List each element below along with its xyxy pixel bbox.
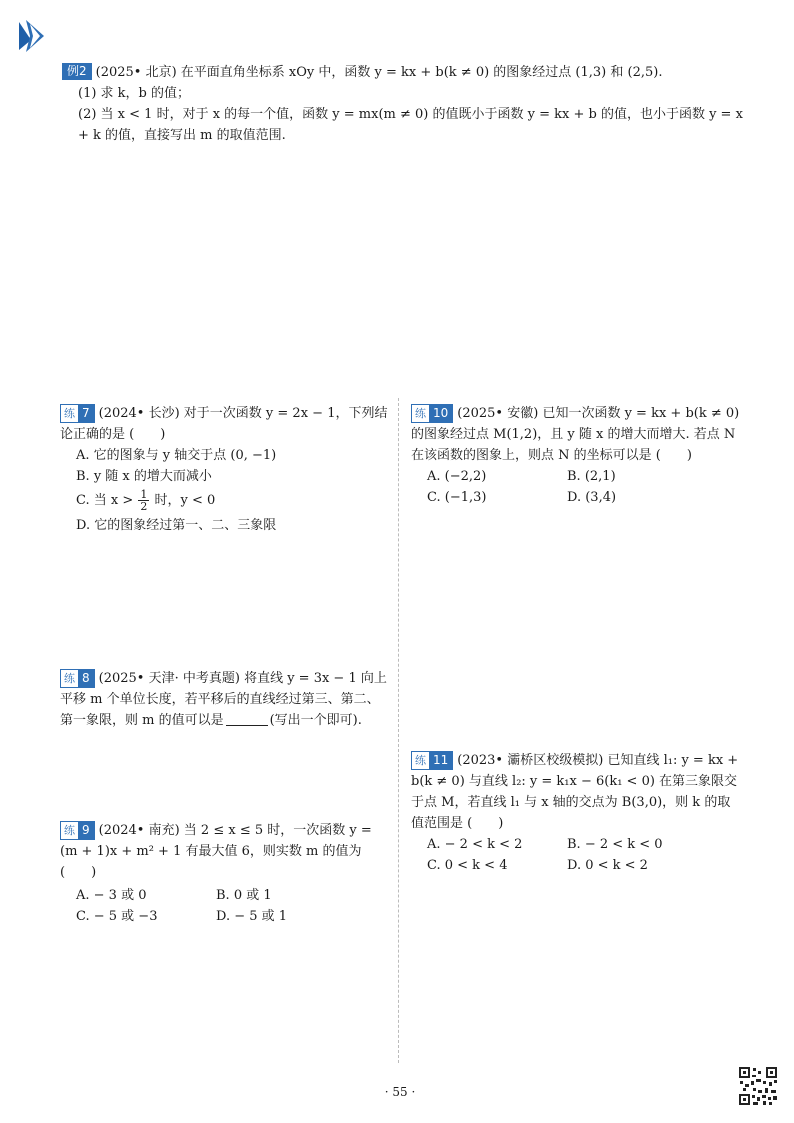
practice-tag: 练 9: [60, 821, 95, 840]
problem-11: [411, 750, 741, 876]
option-d: D. 0 < k < 2: [567, 858, 648, 873]
option-c: C. 当 x > $\frac{1}{2}$ 时，y < 0: [76, 488, 216, 513]
example-tag: 例2: [62, 63, 92, 80]
option-c: C. − 5 或 −3: [76, 909, 158, 924]
example-question-2: (2) 当 x < 1 时，对于 x 的每一个值，函数 y = mx(m ≠ 0) 的值既小于函数 y = kx + b 的值，也小于函数 y = x + k 的值，直接写出 m 的取值范围.: [78, 107, 743, 143]
option-a: A. 它的图象与 y 轴交于点 (0, −1): [76, 448, 277, 463]
practice-tag: 练 11: [411, 751, 453, 770]
option-c: C. (−1,3): [427, 490, 487, 505]
publisher-logo-icon: [16, 18, 46, 54]
option-b: B. (2,1): [567, 469, 616, 484]
practice-tag: 练 10: [411, 404, 453, 423]
column-divider: [398, 398, 399, 1063]
answer-blank[interactable]: [226, 712, 268, 726]
problem-stem: (2024• 南充) 当 2 ≤ x ≤ 5 时，一次函数 y = (m + 1)x + m² + 1 有最大值 6，则实数 m 的值为 ( ): [60, 823, 372, 880]
problem-7: [60, 403, 388, 536]
example-question-1: (1) 求 k，b 的值；: [78, 86, 191, 101]
problem-10: [411, 403, 741, 508]
problem-8: 练 8 (2025• 天津· 中考真题) 将直线 y = 3x − 1 向上平移 m 个单位长度，若平移后的直线经过第三、第二、第一象限，则 m 的值可以是 (写出一个即可).: [60, 671, 387, 728]
example-stem: (2025• 北京) 在平面直角坐标系 xOy 中，函数 y = kx + b(k ≠ 0) 的图象经过点 (1,3) 和 (2,5).: [95, 65, 663, 80]
practice-tag: 练 7: [60, 404, 95, 423]
option-d: D. (3,4): [567, 490, 617, 505]
page-number: · 55 ·: [384, 1085, 416, 1099]
practice-tag: 练 8: [60, 669, 95, 688]
option-b: B. − 2 < k < 0: [567, 837, 663, 852]
option-b: B. y 随 x 的增大而减小: [76, 469, 212, 484]
qr-code-icon[interactable]: [738, 1066, 778, 1106]
option-d: D. 它的图象经过第一、二、三象限: [76, 518, 277, 533]
problem-stem: (2025• 安徽) 已知一次函数 y = kx + b(k ≠ 0) 的图象经过点 M(1,2)，且 y 随 x 的增大而增大. 若点 N 在该函数的图象上，则点 N 的坐标可以是 ( ): [411, 406, 740, 463]
example-2: [62, 62, 747, 146]
option-a: A. − 3 或 0: [76, 888, 147, 903]
option-d: D. − 5 或 1: [216, 909, 288, 924]
option-c: C. 0 < k < 4: [427, 858, 508, 873]
problem-stem: (2025• 天津· 中考真题) 将直线 y = 3x − 1 向上平移 m 个单位长度，若平移后的直线经过第三、第二、第一象限，则 m 的值可以是: [60, 671, 387, 728]
option-b: B. 0 或 1: [216, 888, 272, 903]
problem-stem: (2023• 灞桥区校级模拟) 已知直线 l₁: y = kx + b(k ≠ 0) 与直线 l₂: y = k₁x − 6(k₁ < 0) 在第三象限交于点 M，若直线 l₁ 与 x 轴的交点为 B(3,0)，则 k 的取值范围是 ( ): [411, 753, 739, 831]
fraction: $\frac{1}{2}$: [140, 488, 148, 513]
problem-9: [60, 820, 388, 927]
option-a: A. (−2,2): [427, 469, 487, 484]
problem-stem: (2024• 长沙) 对于一次函数 y = 2x − 1，下列结论正确的是 ( ): [60, 406, 388, 442]
option-a: A. − 2 < k < 2: [427, 837, 523, 852]
